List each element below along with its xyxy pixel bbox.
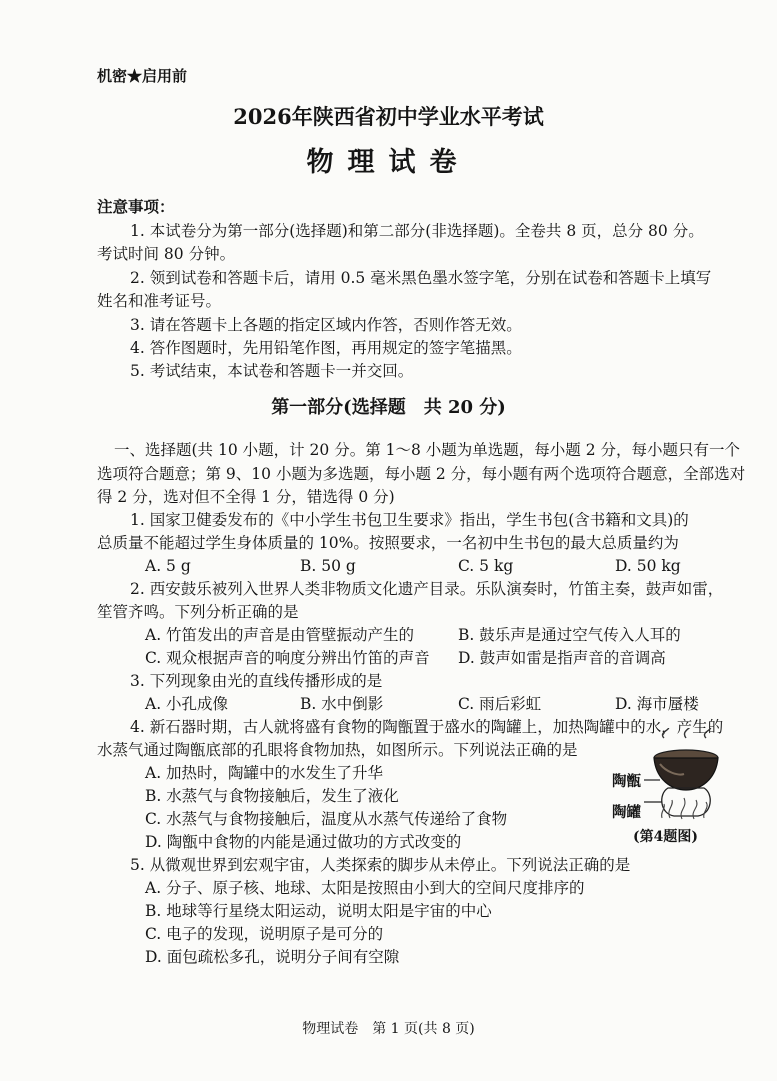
question-1-stem: 1. 国家卫健委发布的《中小学生书包卫生要求》指出，学生书包(含书籍和文具)的 <box>130 511 689 529</box>
notice-line: 5. 考试结束，本试卷和答题卡一并交回。 <box>130 362 414 380</box>
notice-heading: 注意事项： <box>97 197 175 216</box>
q5-option-d: D. 面包疏松多孔，说明分子间有空隙 <box>145 948 400 966</box>
figure-label-guan: 陶罐 <box>612 804 641 821</box>
q3-option-a: A. 小孔成像 <box>145 695 229 713</box>
question-2-stem: 2. 西安鼓乐被列入世界人类非物质文化遗产目录。乐队演奏时，竹笛主奏，鼓声如雷， <box>130 580 724 598</box>
question-4-stem: 水蒸气通过陶甑底部的孔眼将食物加热，如图所示。下列说法正确的是 <box>97 741 578 759</box>
secret-mark: 机密★启用前 <box>97 67 188 85</box>
notice-line: 1. 本试卷分为第一部分(选择题)和第二部分(非选择题)。全卷共 8 页，总分 80 分。 <box>130 222 704 240</box>
notice-line: 4. 答作图题时，先用铅笔作图，再用规定的签字笔描黑。 <box>130 339 522 357</box>
q5-option-b: B. 地球等行星绕太阳运动，说明太阳是宇宙的中心 <box>145 902 492 920</box>
q4-option-a: A. 加热时，陶罐中的水发生了升华 <box>145 764 384 782</box>
figure-caption: (第4题图) <box>633 829 698 845</box>
q2-option-b: B. 鼓乐声是通过空气传入人耳的 <box>458 626 681 644</box>
instruction-line: 一、选择题(共 10 小题，计 20 分。第 1～8 小题为单选题，每小题 2 分，每小题只有一个 <box>114 441 740 459</box>
notice-line: 姓名和准考证号。 <box>97 292 222 310</box>
question-3-stem: 3. 下列现象由光的直线传播形成的是 <box>130 672 383 690</box>
part-one-title: 第一部分(选择题 共 20 分) <box>271 397 506 418</box>
question-1-stem: 总质量不能超过学生身体质量的 10%。按照要求，一名初中生书包的最大总质量约为 <box>97 534 679 552</box>
exam-title: 2026年陕西省初中学业水平考试 <box>233 104 544 129</box>
question-4-stem: 4. 新石器时期，古人就将盛有食物的陶甑置于盛水的陶罐上，加热陶罐中的水，产生的 <box>130 718 724 736</box>
q3-option-d: D. 海市蜃楼 <box>615 695 699 713</box>
pottery-steamer-figure <box>644 728 728 820</box>
question-5-stem: 5. 从微观世界到宏观宇宙，人类探索的脚步从未停止。下列说法正确的是 <box>130 856 631 874</box>
figure-label-zeng: 陶甑 <box>612 773 641 790</box>
q2-option-a: A. 竹笛发出的声音是由管壁振动产生的 <box>145 626 415 644</box>
q2-option-c: C. 观众根据声音的响度分辨出竹笛的声音 <box>145 649 430 667</box>
notice-line: 2. 领到试卷和答题卡后，请用 0.5 毫米黑色墨水签字笔，分别在试卷和答题卡上填写 <box>130 269 712 287</box>
q4-option-d: D. 陶甑中食物的内能是通过做功的方式改变的 <box>145 833 462 851</box>
notice-line: 3. 请在答题卡上各题的指定区域内作答，否则作答无效。 <box>130 316 522 334</box>
q3-option-c: C. 雨后彩虹 <box>458 695 542 713</box>
subject-title: 物理试卷 <box>306 147 471 178</box>
instruction-line: 得 2 分，选对但不全得 1 分，错选得 0 分) <box>97 488 395 506</box>
q5-option-a: A. 分子、原子核、地球、太阳是按照由小到大的空间尺度排序的 <box>145 879 585 897</box>
q1-option-a: A. 5 g <box>145 557 191 575</box>
q1-option-c: C. 5 kg <box>458 557 514 575</box>
q1-option-b: B. 50 g <box>300 557 356 575</box>
q2-option-d: D. 鼓声如雷是指声音的音调高 <box>458 649 666 667</box>
instruction-line: 选项符合题意；第 9、10 小题为多选题，每小题 2 分，每小题有两个选项符合题意，全部选对 <box>97 465 746 483</box>
q3-option-b: B. 水中倒影 <box>300 695 384 713</box>
q4-option-b: B. 水蒸气与食物接触后，发生了液化 <box>145 787 399 805</box>
notice-line: 考试时间 80 分钟。 <box>97 245 236 263</box>
page-footer: 物理试卷 第 1 页(共 8 页) <box>302 1021 475 1037</box>
question-2-stem: 笙管齐鸣。下列分析正确的是 <box>97 603 299 621</box>
q5-option-c: C. 电子的发现，说明原子是可分的 <box>145 925 384 943</box>
q1-option-d: D. 50 kg <box>615 557 681 575</box>
q4-option-c: C. 水蒸气与食物接触后，温度从水蒸气传递给了食物 <box>145 810 508 828</box>
